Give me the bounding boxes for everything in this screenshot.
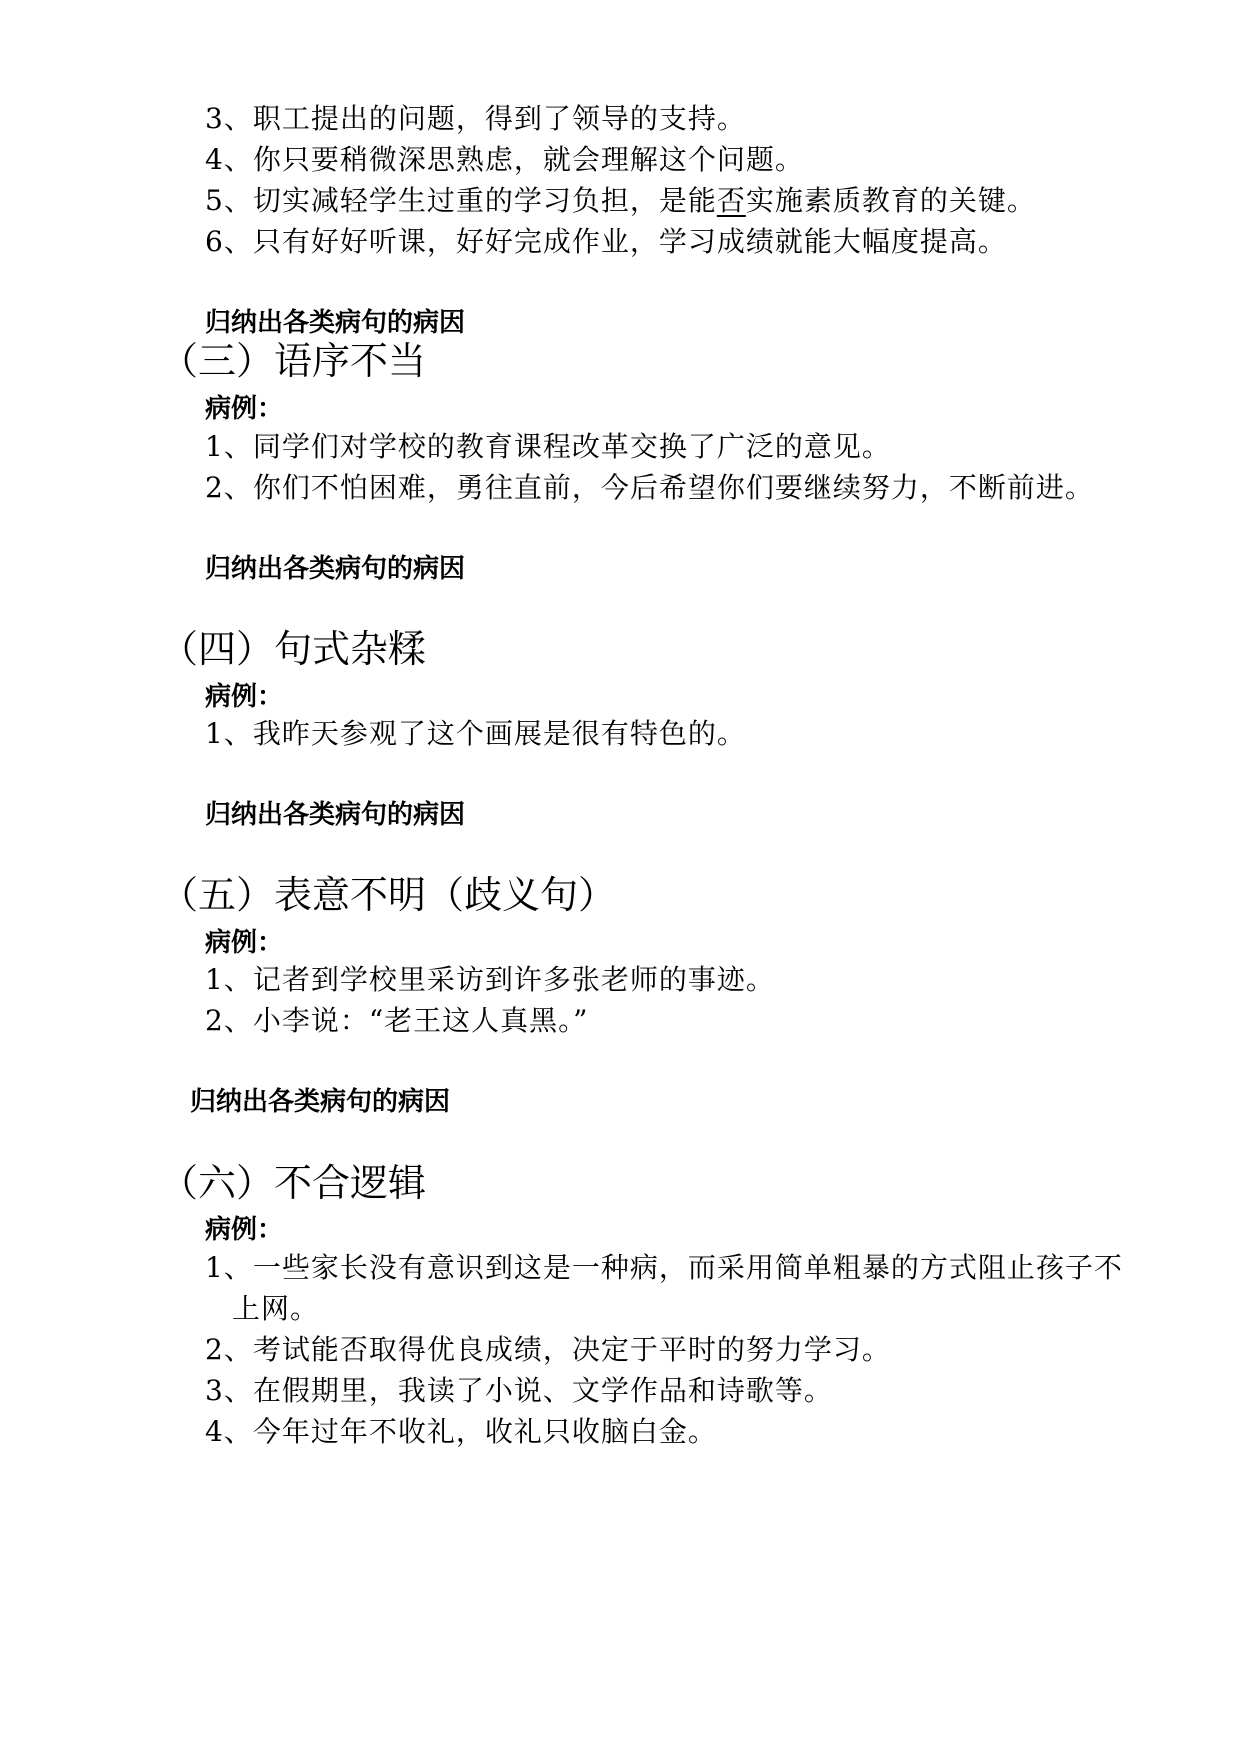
example-sentence: 2、你们不怕困难，勇往直前，今后希望你们要继续努力，不断前进。 [205,471,1094,504]
section-heading: （六）不合逻辑 [160,1161,427,1205]
example-sentence: 3、职工提出的问题，得到了领导的支持。 [205,102,746,135]
section-heading: （五）表意不明（歧义句） [160,873,617,917]
example-sentence: 1、我昨天参观了这个画展是很有特色的。 [205,717,746,750]
example-sentence: 1、一些家长没有意识到这是一种病，而采用简单粗暴的方式阻止孩子不 [205,1251,1123,1284]
summary-label: 归纳出各类病句的病因 [205,308,466,338]
example-sentence: 1、记者到学校里采访到许多张老师的事迹。 [205,963,775,996]
example-sentence: 4、你只要稍微深思熟虑，就会理解这个问题。 [205,143,804,176]
summary-label: 归纳出各类病句的病因 [205,554,466,584]
example-label: 病例： [205,928,284,958]
underlined-word: 否 [716,184,746,217]
example-sentence: 4、今年过年不收礼，收礼只收脑白金。 [205,1415,717,1448]
example-label: 病例： [205,1215,284,1245]
example-sentence: 2、小李说：“老王这人真黑。” [205,1004,589,1037]
section-heading: （三）语序不当 [160,339,427,383]
example-sentence: 2、考试能否取得优良成绩，决定于平时的努力学习。 [205,1333,891,1366]
example-sentence: 5、切实减轻学生过重的学习负担，是能否实施素质教育的关键。 [205,184,1036,217]
example-label: 病例： [205,682,284,712]
summary-label: 归纳出各类病句的病因 [205,800,466,830]
example-sentence-continuation: 上网。 [232,1292,320,1325]
section-heading: （四）句式杂糅 [160,627,427,671]
summary-label: 归纳出各类病句的病因 [190,1087,451,1117]
example-sentence: 1、同学们对学校的教育课程改革交换了广泛的意见。 [205,430,891,463]
example-label: 病例： [205,394,284,424]
example-sentence: 6、只有好好听课，好好完成作业，学习成绩就能大幅度提高。 [205,225,1007,258]
example-sentence: 3、在假期里，我读了小说、文学作品和诗歌等。 [205,1374,833,1407]
